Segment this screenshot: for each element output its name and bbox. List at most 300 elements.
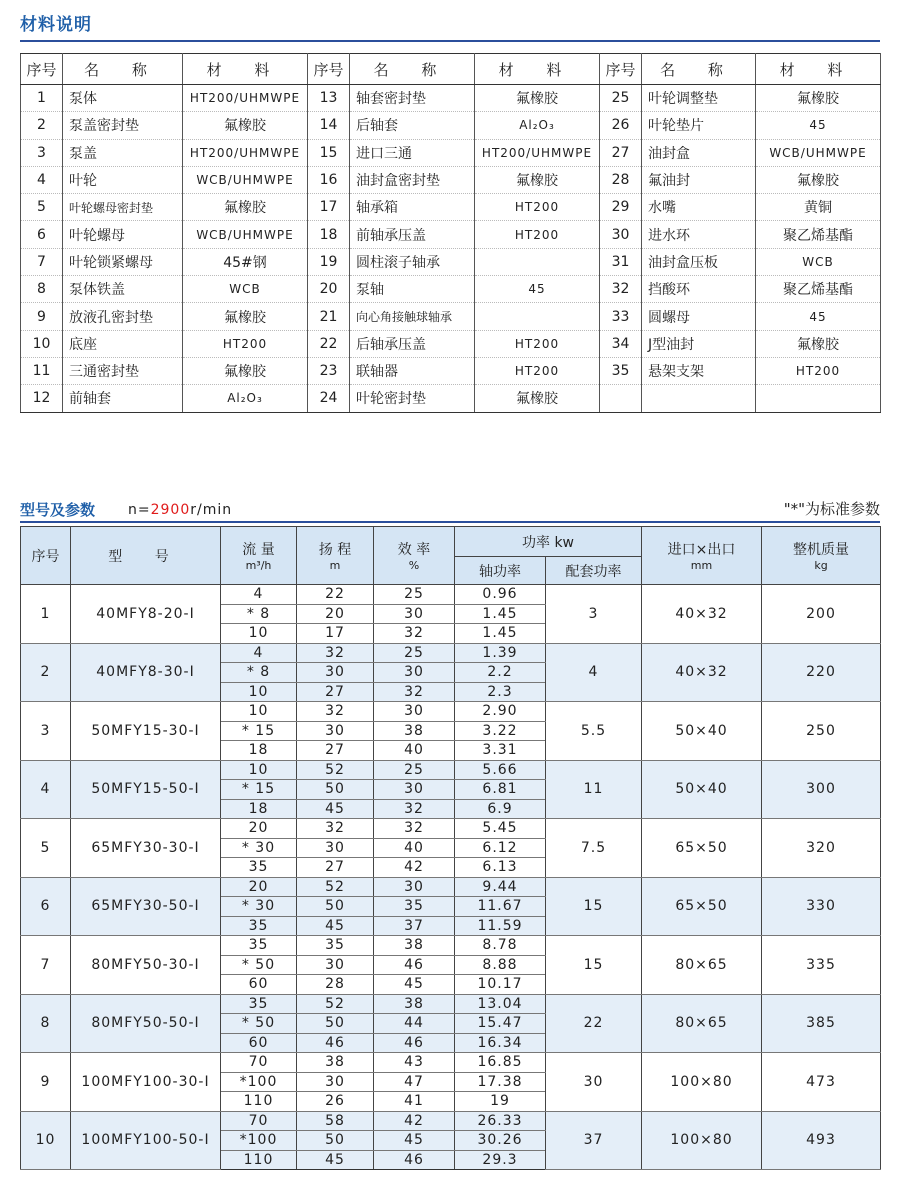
materials-row	[21, 330, 881, 357]
flow-value: 110	[221, 1150, 297, 1170]
models-table	[20, 526, 881, 1170]
model-name: 50MFY15-30-I	[71, 702, 221, 761]
part-name: 联轴器	[350, 357, 475, 384]
head-unit: m	[329, 559, 341, 572]
flow-value: 20	[221, 877, 297, 897]
flow-label: 流 量	[242, 542, 275, 558]
shaft-power-value: 26.33	[455, 1111, 546, 1131]
part-material: 45#钢	[183, 248, 308, 275]
shaft-power-value: 2.3	[455, 682, 546, 702]
efficiency-value: 45	[374, 975, 455, 995]
weight-value: 493	[762, 1111, 881, 1170]
part-no: 19	[308, 248, 350, 275]
rotation-speed	[128, 502, 232, 518]
model-name: 50MFY15-50-I	[71, 760, 221, 819]
materials-title-rule	[20, 40, 880, 42]
efficiency-value: 46	[374, 955, 455, 975]
model-no: 2	[21, 643, 71, 702]
weight-label: 整机质量	[793, 542, 850, 558]
part-no: 11	[21, 357, 63, 384]
part-no: 13	[308, 85, 350, 112]
weight-value: 200	[762, 585, 881, 644]
flow-value: 110	[221, 1092, 297, 1112]
motor-power-value: 22	[546, 994, 642, 1053]
speed-value: 2900	[150, 502, 191, 518]
part-material: WCB/UHMWPE	[183, 166, 308, 193]
part-material: WCB/UHMWPE	[183, 221, 308, 248]
speed-unit: r/min	[190, 502, 233, 518]
head-label: 扬 程	[318, 542, 352, 558]
part-material: 45	[756, 112, 881, 139]
shaft-power-value: 3.22	[455, 721, 546, 741]
motor-power-value: 5.5	[546, 702, 642, 761]
head-value: 27	[297, 682, 374, 702]
efficiency-value: 42	[374, 1111, 455, 1131]
shaft-power-value: 19	[455, 1092, 546, 1112]
inout-value: 100×80	[642, 1111, 762, 1170]
model-row	[21, 643, 881, 663]
part-material	[475, 303, 600, 330]
part-name: 叶轮调整垫	[642, 85, 756, 112]
part-material: 黄铜	[756, 194, 881, 221]
part-material: 氟橡胶	[183, 112, 308, 139]
part-name: 前轴承压盖	[350, 221, 475, 248]
inout-value: 40×32	[642, 585, 762, 644]
part-material	[475, 248, 600, 275]
part-name: 油封盒密封垫	[350, 166, 475, 193]
head-value: 30	[297, 838, 374, 858]
weight-unit: kg	[814, 559, 828, 572]
part-no: 20	[308, 276, 350, 303]
head-value: 22	[297, 585, 374, 605]
shaft-power-value: 16.85	[455, 1053, 546, 1073]
part-material: 45	[756, 303, 881, 330]
model-name: 65MFY30-50-I	[71, 877, 221, 936]
head-value: 32	[297, 819, 374, 839]
part-name: 轴承箱	[350, 194, 475, 221]
model-no: 7	[21, 936, 71, 995]
materials-row	[21, 221, 881, 248]
header-name: 名 称	[350, 54, 475, 85]
flow-value: 18	[221, 741, 297, 761]
part-no: 34	[600, 330, 642, 357]
model-no: 3	[21, 702, 71, 761]
materials-row	[21, 112, 881, 139]
part-name: 水嘴	[642, 194, 756, 221]
inout-unit: mm	[690, 559, 713, 572]
part-name: 底座	[63, 330, 183, 357]
motor-power-value: 37	[546, 1111, 642, 1170]
part-name: 后轴承压盖	[350, 330, 475, 357]
part-name: 叶轮锁紧螺母	[63, 248, 183, 275]
head-value: 32	[297, 643, 374, 663]
motor-power-value: 4	[546, 643, 642, 702]
weight-value: 250	[762, 702, 881, 761]
shaft-power-value: 13.04	[455, 994, 546, 1014]
flow-value: 35	[221, 936, 297, 956]
part-no: 15	[308, 139, 350, 166]
part-material: 氟橡胶	[183, 303, 308, 330]
part-no: 33	[600, 303, 642, 330]
head-value: 26	[297, 1092, 374, 1112]
part-no: 12	[21, 385, 63, 412]
shaft-power-value: 9.44	[455, 877, 546, 897]
part-name: 叶轮螺母	[63, 221, 183, 248]
part-no: 1	[21, 85, 63, 112]
shaft-power-value: 11.67	[455, 897, 546, 917]
efficiency-value: 25	[374, 760, 455, 780]
shaft-power-value: 10.17	[455, 975, 546, 995]
model-no: 10	[21, 1111, 71, 1170]
model-no: 9	[21, 1053, 71, 1112]
part-no: 9	[21, 303, 63, 330]
model-row	[21, 819, 881, 839]
flow-value: 60	[221, 1033, 297, 1053]
models-title-rule	[20, 521, 880, 523]
inout-value: 80×65	[642, 936, 762, 995]
flow-value: * 50	[221, 1014, 297, 1034]
head-value: 50	[297, 1014, 374, 1034]
header-weight	[762, 527, 881, 585]
shaft-power-value: 6.12	[455, 838, 546, 858]
flow-value: 10	[221, 624, 297, 644]
materials-row	[21, 385, 881, 412]
efficiency-value: 41	[374, 1092, 455, 1112]
part-no	[600, 385, 642, 412]
flow-value: 10	[221, 682, 297, 702]
weight-value: 320	[762, 819, 881, 878]
part-no: 31	[600, 248, 642, 275]
header-model: 型 号	[71, 527, 221, 585]
flow-value: * 15	[221, 780, 297, 800]
efficiency-value: 30	[374, 877, 455, 897]
flow-value: * 8	[221, 663, 297, 683]
part-no: 7	[21, 248, 63, 275]
weight-value: 473	[762, 1053, 881, 1112]
efficiency-label: 效 率	[397, 542, 431, 558]
flow-value: 4	[221, 585, 297, 605]
header-flow	[221, 527, 297, 585]
part-name: 泵体	[63, 85, 183, 112]
motor-power-value: 11	[546, 760, 642, 819]
shaft-power-value: 5.45	[455, 819, 546, 839]
head-value: 32	[297, 702, 374, 722]
part-material: HT200	[475, 330, 600, 357]
shaft-power-value: 8.78	[455, 936, 546, 956]
part-material: HT200/UHMWPE	[183, 139, 308, 166]
head-value: 20	[297, 604, 374, 624]
materials-title: 材料说明	[20, 15, 92, 35]
model-row	[21, 702, 881, 722]
flow-value: *100	[221, 1072, 297, 1092]
part-name: 向心角接触球轴承	[350, 303, 475, 330]
header-material: 材 料	[183, 54, 308, 85]
part-name: 放液孔密封垫	[63, 303, 183, 330]
efficiency-value: 47	[374, 1072, 455, 1092]
model-row	[21, 1053, 881, 1073]
weight-value: 220	[762, 643, 881, 702]
inout-value: 65×50	[642, 819, 762, 878]
shaft-power-value: 30.26	[455, 1131, 546, 1151]
part-no: 8	[21, 276, 63, 303]
part-material: WCB/UHMWPE	[756, 139, 881, 166]
part-name: 后轴套	[350, 112, 475, 139]
model-row	[21, 936, 881, 956]
inout-value: 50×40	[642, 760, 762, 819]
part-no: 16	[308, 166, 350, 193]
motor-power-value: 7.5	[546, 819, 642, 878]
part-material: 氟橡胶	[475, 385, 600, 412]
flow-value: 70	[221, 1111, 297, 1131]
head-value: 45	[297, 916, 374, 936]
shaft-power-value: 6.9	[455, 799, 546, 819]
header-no: 序号	[308, 54, 350, 85]
part-material: 氟橡胶	[475, 85, 600, 112]
shaft-power-value: 8.88	[455, 955, 546, 975]
part-material	[756, 385, 881, 412]
flow-value: 35	[221, 916, 297, 936]
part-name: 叶轮垫片	[642, 112, 756, 139]
efficiency-value: 43	[374, 1053, 455, 1073]
model-no: 6	[21, 877, 71, 936]
header-material: 材 料	[756, 54, 881, 85]
motor-power-value: 3	[546, 585, 642, 644]
materials-row	[21, 194, 881, 221]
part-material: HT200/UHMWPE	[183, 85, 308, 112]
part-name: J型油封	[642, 330, 756, 357]
part-name: 叶轮密封垫	[350, 385, 475, 412]
part-no: 5	[21, 194, 63, 221]
shaft-power-value: 1.39	[455, 643, 546, 663]
shaft-power-value: 15.47	[455, 1014, 546, 1034]
efficiency-value: 25	[374, 643, 455, 663]
materials-row	[21, 276, 881, 303]
part-no: 25	[600, 85, 642, 112]
shaft-power-value: 2.2	[455, 663, 546, 683]
inout-value: 80×65	[642, 994, 762, 1053]
flow-value: 70	[221, 1053, 297, 1073]
models-header-row-1	[21, 527, 881, 557]
part-material: 氟橡胶	[183, 194, 308, 221]
part-no: 29	[600, 194, 642, 221]
flow-value: 35	[221, 858, 297, 878]
part-name: 圆柱滚子轴承	[350, 248, 475, 275]
part-no: 26	[600, 112, 642, 139]
shaft-power-value: 17.38	[455, 1072, 546, 1092]
flow-value: 10	[221, 760, 297, 780]
materials-body	[21, 85, 881, 413]
inout-value: 100×80	[642, 1053, 762, 1112]
standard-param-note: "*"为标准参数	[783, 500, 880, 518]
head-value: 35	[297, 936, 374, 956]
shaft-power-value: 3.31	[455, 741, 546, 761]
model-row	[21, 585, 881, 605]
head-value: 52	[297, 994, 374, 1014]
efficiency-value: 37	[374, 916, 455, 936]
shaft-power-value: 0.96	[455, 585, 546, 605]
efficiency-value: 30	[374, 663, 455, 683]
part-name: 圆螺母	[642, 303, 756, 330]
motor-power-value: 15	[546, 877, 642, 936]
part-no: 2	[21, 112, 63, 139]
head-value: 46	[297, 1033, 374, 1053]
materials-row	[21, 303, 881, 330]
head-value: 45	[297, 799, 374, 819]
part-material: 45	[475, 276, 600, 303]
shaft-power-value: 6.13	[455, 858, 546, 878]
efficiency-value: 40	[374, 741, 455, 761]
part-no: 21	[308, 303, 350, 330]
part-material: WCB	[756, 248, 881, 275]
part-name: 泵盖密封垫	[63, 112, 183, 139]
part-name: 油封盒	[642, 139, 756, 166]
inout-value: 40×32	[642, 643, 762, 702]
weight-value: 335	[762, 936, 881, 995]
efficiency-value: 32	[374, 799, 455, 819]
efficiency-value: 44	[374, 1014, 455, 1034]
part-material: Al₂O₃	[475, 112, 600, 139]
part-no: 32	[600, 276, 642, 303]
part-no: 6	[21, 221, 63, 248]
header-name: 名 称	[63, 54, 183, 85]
model-name: 100MFY100-50-I	[71, 1111, 221, 1170]
materials-row	[21, 166, 881, 193]
header-no: 序号	[600, 54, 642, 85]
part-material: 氟橡胶	[183, 357, 308, 384]
shaft-power-value: 5.66	[455, 760, 546, 780]
efficiency-value: 42	[374, 858, 455, 878]
model-row	[21, 1111, 881, 1131]
part-material: HT200/UHMWPE	[475, 139, 600, 166]
part-no: 14	[308, 112, 350, 139]
header-no: 序号	[21, 527, 71, 585]
part-no: 3	[21, 139, 63, 166]
flow-value: * 50	[221, 955, 297, 975]
shaft-power-value: 1.45	[455, 624, 546, 644]
part-no: 35	[600, 357, 642, 384]
efficiency-value: 32	[374, 682, 455, 702]
part-material: HT200	[475, 357, 600, 384]
part-name: 泵盖	[63, 139, 183, 166]
part-no: 24	[308, 385, 350, 412]
model-no: 1	[21, 585, 71, 644]
part-no: 4	[21, 166, 63, 193]
efficiency-value: 46	[374, 1150, 455, 1170]
efficiency-value: 38	[374, 936, 455, 956]
shaft-power-value: 11.59	[455, 916, 546, 936]
header-shaft-power: 轴功率	[455, 557, 546, 585]
head-value: 45	[297, 1150, 374, 1170]
flow-value: * 8	[221, 604, 297, 624]
model-name: 65MFY30-30-I	[71, 819, 221, 878]
inout-value: 50×40	[642, 702, 762, 761]
part-no: 23	[308, 357, 350, 384]
flow-value: * 30	[221, 897, 297, 917]
header-name: 名 称	[642, 54, 756, 85]
part-name: 挡酸环	[642, 276, 756, 303]
head-value: 27	[297, 741, 374, 761]
part-no: 17	[308, 194, 350, 221]
head-value: 28	[297, 975, 374, 995]
header-efficiency	[374, 527, 455, 585]
materials-row	[21, 85, 881, 112]
models-title: 型号及参数	[20, 501, 96, 519]
weight-value: 330	[762, 877, 881, 936]
materials-table	[20, 53, 881, 413]
model-no: 8	[21, 994, 71, 1053]
motor-power-value: 30	[546, 1053, 642, 1112]
model-no: 5	[21, 819, 71, 878]
part-name: 氟油封	[642, 166, 756, 193]
part-material: 氟橡胶	[756, 166, 881, 193]
part-material: Al₂O₃	[183, 385, 308, 412]
efficiency-value: 30	[374, 702, 455, 722]
part-no: 22	[308, 330, 350, 357]
part-name: 轴套密封垫	[350, 85, 475, 112]
head-value: 30	[297, 955, 374, 975]
part-name: 悬架支架	[642, 357, 756, 384]
motor-power-value: 15	[546, 936, 642, 995]
shaft-power-value: 2.90	[455, 702, 546, 722]
head-value: 50	[297, 897, 374, 917]
model-name: 80MFY50-50-I	[71, 994, 221, 1053]
part-material: HT200	[475, 221, 600, 248]
head-value: 38	[297, 1053, 374, 1073]
head-value: 27	[297, 858, 374, 878]
model-row	[21, 760, 881, 780]
head-value: 30	[297, 1072, 374, 1092]
shaft-power-value: 6.81	[455, 780, 546, 800]
part-no: 27	[600, 139, 642, 166]
flow-value: 60	[221, 975, 297, 995]
head-value: 30	[297, 663, 374, 683]
flow-value: *100	[221, 1131, 297, 1151]
part-material: 聚乙烯基酯	[756, 221, 881, 248]
weight-value: 385	[762, 994, 881, 1053]
efficiency-value: 30	[374, 604, 455, 624]
efficiency-value: 45	[374, 1131, 455, 1151]
header-motor-power: 配套功率	[546, 557, 642, 585]
model-name: 40MFY8-30-I	[71, 643, 221, 702]
part-name: 进水环	[642, 221, 756, 248]
head-value: 52	[297, 877, 374, 897]
efficiency-value: 30	[374, 780, 455, 800]
part-no: 18	[308, 221, 350, 248]
header-power: 功率 kw	[455, 527, 642, 557]
head-value: 50	[297, 1131, 374, 1151]
header-no: 序号	[21, 54, 63, 85]
part-material: 聚乙烯基酯	[756, 276, 881, 303]
flow-value: * 15	[221, 721, 297, 741]
shaft-power-value: 1.45	[455, 604, 546, 624]
materials-row	[21, 357, 881, 384]
part-name	[642, 385, 756, 412]
header-inout	[642, 527, 762, 585]
model-row	[21, 994, 881, 1014]
flow-value: 20	[221, 819, 297, 839]
efficiency-value: 35	[374, 897, 455, 917]
part-material: 氟橡胶	[756, 330, 881, 357]
flow-value: * 30	[221, 838, 297, 858]
materials-row	[21, 139, 881, 166]
efficiency-value: 25	[374, 585, 455, 605]
part-name: 泵体铁盖	[63, 276, 183, 303]
inout-label: 进口×出口	[667, 542, 736, 558]
part-name: 进口三通	[350, 139, 475, 166]
materials-row	[21, 248, 881, 275]
head-value: 50	[297, 780, 374, 800]
model-name: 80MFY50-30-I	[71, 936, 221, 995]
